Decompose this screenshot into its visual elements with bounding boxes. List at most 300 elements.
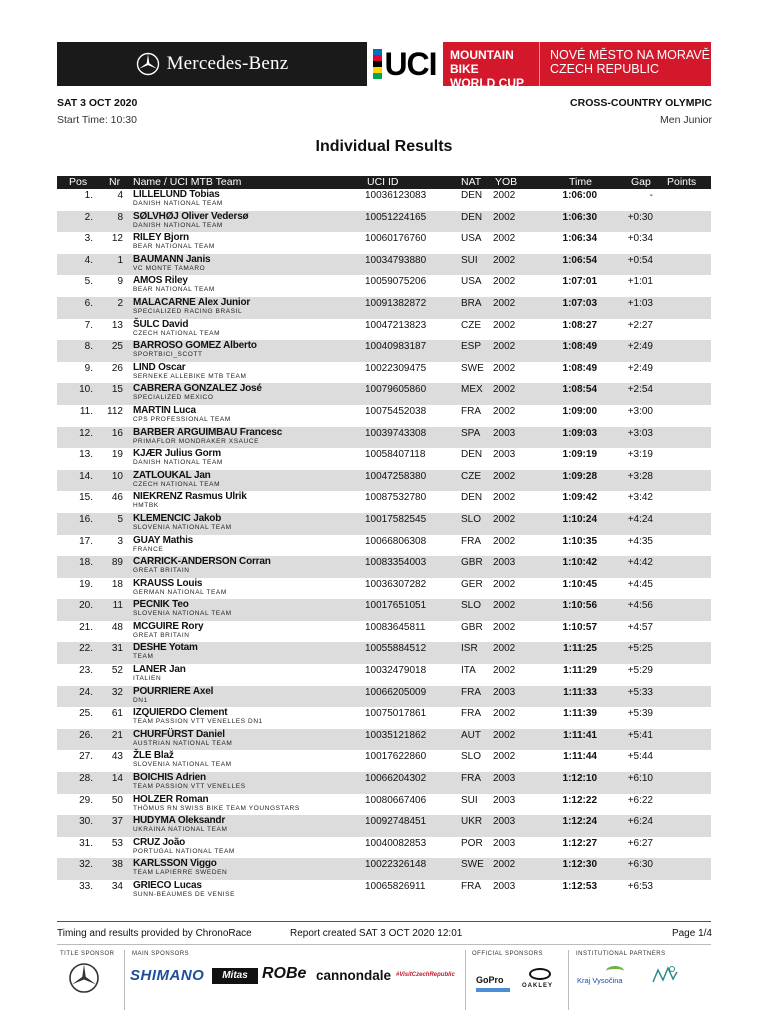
year-of-birth: 2002 — [493, 470, 516, 482]
finish-time: 1:08:49 — [562, 341, 597, 353]
finish-time: 1:10:35 — [562, 535, 597, 547]
time-gap: +4:45 — [627, 578, 653, 590]
rider-name: HUDYMA Oleksandr — [133, 815, 226, 827]
nationality: ITA — [461, 665, 476, 677]
uci-id: 10087532780 — [365, 492, 427, 504]
event-line-2: WORLD CUP — [450, 76, 524, 90]
bib-number: 18 — [111, 578, 123, 590]
time-gap: +4:35 — [627, 535, 653, 547]
rider-team: DN1 — [133, 696, 148, 704]
year-of-birth: 2002 — [493, 535, 516, 547]
nationality: SPA — [461, 427, 481, 439]
time-gap: +2:49 — [627, 362, 653, 374]
time-gap: +2:49 — [627, 341, 653, 353]
timing-provider: Timing and results provided by ChronoRace — [57, 928, 252, 939]
oakley-logo: OAKLEY — [522, 983, 554, 989]
bib-number: 13 — [111, 319, 123, 331]
table-row — [57, 254, 711, 276]
finish-time: 1:06:34 — [562, 233, 597, 245]
uci-logo — [367, 42, 443, 86]
year-of-birth: 2002 — [493, 578, 516, 590]
uci-id: 10040082853 — [365, 837, 427, 849]
rider-name: DESHE Yotam — [133, 642, 198, 654]
nationality: CZE — [461, 470, 481, 482]
year-of-birth: 2002 — [493, 708, 516, 720]
table-row — [57, 427, 711, 449]
footer-divider — [57, 921, 711, 922]
finish-time: 1:09:03 — [562, 427, 597, 439]
table-row — [57, 664, 711, 686]
uci-id: 10066205009 — [365, 686, 427, 698]
year-of-birth: 2002 — [493, 190, 516, 201]
result-position: 2. — [84, 211, 93, 223]
time-gap: +2:27 — [627, 319, 653, 331]
rider-name: LANER Jan — [133, 664, 186, 676]
rider-name: SØLVHØJ Oliver Vedersø — [133, 210, 249, 222]
finish-time: 1:10:24 — [562, 513, 597, 525]
col-header-points: Points — [667, 176, 697, 188]
rider-team: SLOVENIA NATIONAL TEAM — [133, 610, 232, 618]
finish-time: 1:10:45 — [562, 578, 597, 590]
finish-time: 1:10:56 — [562, 600, 597, 612]
rider-team: BEAR NATIONAL TEAM — [133, 286, 215, 294]
year-of-birth: 2003 — [493, 449, 516, 461]
year-of-birth: 2002 — [493, 751, 516, 763]
rider-team: UKRAINA NATIONAL TEAM — [133, 826, 228, 834]
col-header-gap: Gap — [631, 176, 651, 188]
rider-name: LIND Oscar — [133, 361, 186, 373]
uci-wordmark: UCI — [384, 46, 437, 82]
result-position: 24. — [79, 686, 93, 698]
nationality: DEN — [461, 492, 483, 504]
table-row — [57, 642, 711, 664]
mercedes-benz-logo — [57, 42, 367, 86]
time-gap: +5:39 — [627, 708, 653, 720]
finish-time: 1:07:01 — [562, 276, 597, 288]
time-gap: +3:00 — [627, 405, 653, 417]
finish-time: 1:12:27 — [562, 837, 597, 849]
sponsor-separator — [465, 950, 466, 1010]
rider-name: ZATLOUKAL Jan — [133, 469, 211, 481]
nationality: BRA — [461, 297, 482, 309]
mercedes-benz-wordmark: Mercedes-Benz — [166, 53, 289, 74]
year-of-birth: 2002 — [493, 643, 516, 655]
year-of-birth: 2002 — [493, 492, 516, 504]
finish-time: 1:09:28 — [562, 470, 597, 482]
time-gap: +6:30 — [627, 859, 653, 871]
year-of-birth: 2002 — [493, 211, 516, 223]
rider-name: GRIECO Lucas — [133, 880, 202, 891]
rider-name: CRUZ João — [133, 836, 186, 848]
finish-time: 1:09:19 — [562, 449, 597, 461]
rider-team: TEAM PASSION VTT VENELLES DN1 — [133, 718, 263, 726]
rider-team: SLOVENIA NATIONAL TEAM — [133, 523, 232, 531]
year-of-birth: 2003 — [493, 773, 516, 785]
uci-id: 10034793880 — [365, 254, 427, 266]
uci-id: 10032479018 — [365, 665, 427, 677]
time-gap: +6:22 — [627, 794, 653, 806]
year-of-birth: 2002 — [493, 600, 516, 612]
nationality: SUI — [461, 254, 478, 266]
finish-time: 1:12:30 — [562, 859, 597, 871]
year-of-birth: 2003 — [493, 557, 516, 569]
time-gap: +1:01 — [627, 276, 653, 288]
finish-time: 1:12:53 — [562, 881, 597, 892]
venue-line-2: CZECH REPUBLIC — [550, 62, 660, 76]
sponsor-divider — [57, 944, 711, 945]
table-row — [57, 837, 711, 859]
nationality: USA — [461, 276, 482, 288]
institutional-partners-label: INSTITUTIONAL PARTNERS — [576, 951, 666, 957]
rider-team: CZECH NATIONAL TEAM — [133, 329, 221, 337]
table-row — [57, 707, 711, 729]
finish-time: 1:12:22 — [562, 794, 597, 806]
bib-number: 48 — [111, 621, 123, 633]
col-header-pos: Pos — [69, 176, 88, 188]
start-time: Start Time: 10:30 — [57, 114, 137, 126]
result-position: 19. — [79, 578, 93, 590]
nationality: DEN — [461, 449, 483, 461]
result-position: 22. — [79, 643, 93, 655]
table-row — [57, 815, 711, 837]
bib-number: 25 — [111, 341, 123, 353]
time-gap: +3:42 — [627, 492, 653, 504]
table-row — [57, 275, 711, 297]
result-position: 32. — [79, 859, 93, 871]
bib-number: 89 — [111, 557, 123, 569]
rider-team: TEAM LAPIERRE SWEDEN — [133, 869, 228, 877]
time-gap: +5:41 — [627, 729, 653, 741]
bib-number: 9 — [117, 276, 123, 288]
table-row — [57, 232, 711, 254]
rider-name: KLEMENCIC Jakob — [133, 512, 222, 524]
year-of-birth: 2003 — [493, 816, 516, 828]
time-gap: +6:24 — [627, 816, 653, 828]
rider-name: LILLELUND Tobias — [133, 189, 220, 200]
year-of-birth: 2003 — [493, 427, 516, 439]
result-position: 7. — [84, 319, 93, 331]
nationality: DEN — [461, 211, 483, 223]
rider-name: AMOS Riley — [133, 275, 188, 287]
time-gap: +0:30 — [627, 211, 653, 223]
nationality: UKR — [461, 816, 483, 828]
rider-team: DANISH NATIONAL TEAM — [133, 200, 223, 207]
finish-time: 1:11:41 — [563, 729, 597, 741]
time-gap: +0:54 — [627, 254, 653, 266]
time-gap: +5:29 — [627, 665, 653, 677]
finish-time: 1:12:10 — [562, 773, 597, 785]
rider-team: DANISH NATIONAL TEAM — [133, 459, 223, 467]
uci-id: 10022326148 — [365, 859, 427, 871]
year-of-birth: 2002 — [493, 297, 516, 309]
rider-name: BOICHIS Adrien — [133, 772, 206, 784]
result-position: 29. — [79, 794, 93, 806]
time-gap: +4:24 — [627, 513, 653, 525]
finish-time: 1:06:00 — [562, 190, 597, 201]
rider-team: THÖMUS RN SWISS BIKE TEAM YOUNGSTARS — [133, 804, 300, 812]
uci-id: 10059075206 — [365, 276, 427, 288]
report-created: Report created SAT 3 OCT 2020 12:01 — [290, 928, 463, 939]
table-row — [57, 578, 711, 600]
time-gap: +5:33 — [627, 686, 653, 698]
time-gap: - — [649, 190, 653, 201]
world-cup-label — [443, 42, 539, 90]
nationality: FRA — [461, 405, 481, 417]
table-row — [57, 535, 711, 557]
nationality: FRA — [461, 881, 481, 892]
table-row — [57, 621, 711, 643]
rider-team: FRANCE — [133, 545, 164, 553]
sponsor-separator — [568, 950, 569, 1010]
col-header-name: Name / UCI MTB Team — [133, 176, 242, 188]
results-table-header — [57, 176, 711, 189]
col-header-nr: Nr — [109, 176, 121, 188]
bib-number: 37 — [111, 816, 123, 828]
col-header-yob: YOB — [495, 176, 518, 188]
result-position: 11. — [79, 405, 93, 417]
page-title: Individual Results — [315, 138, 453, 155]
title-sponsor-label: TITLE SPONSOR — [60, 951, 115, 957]
kraj-leaf-icon — [606, 966, 624, 976]
rider-name: KRAUSS Louis — [133, 577, 203, 589]
table-row — [57, 211, 711, 233]
result-position: 6. — [84, 297, 93, 309]
result-position: 15. — [79, 492, 93, 504]
table-row — [57, 448, 711, 470]
result-position: 3. — [84, 233, 93, 245]
nationality: USA — [461, 233, 482, 245]
race-date: SAT 3 OCT 2020 — [57, 97, 138, 109]
main-sponsors-label: MAIN SPONSORS — [132, 951, 190, 957]
nationality: SLO — [461, 751, 482, 763]
time-gap: +3:19 — [627, 449, 653, 461]
table-row — [57, 340, 711, 362]
result-position: 28. — [79, 773, 93, 785]
bib-number: 61 — [111, 708, 123, 720]
result-position: 25. — [79, 708, 93, 720]
nationality: GER — [461, 578, 483, 590]
bib-number: 19 — [111, 449, 123, 461]
year-of-birth: 2002 — [493, 405, 516, 417]
result-position: 26. — [79, 729, 93, 741]
rider-team: BEAR NATIONAL TEAM — [133, 243, 215, 251]
uci-id: 10060176760 — [365, 233, 427, 245]
year-of-birth: 2002 — [493, 729, 516, 741]
rider-name: CARRICK-ANDERSON Corran — [133, 556, 271, 568]
bib-number: 12 — [111, 233, 123, 245]
rider-team: SUNN-BEAUMES DE VENISE — [133, 891, 236, 898]
nationality: SWE — [461, 362, 484, 374]
rider-name: PECNIK Teo — [133, 599, 189, 611]
year-of-birth: 2002 — [493, 384, 516, 396]
bib-number: 4 — [117, 190, 123, 201]
nationality: ESP — [461, 341, 482, 353]
table-row — [57, 470, 711, 492]
nationality: POR — [461, 837, 483, 849]
result-position: 13. — [79, 449, 93, 461]
year-of-birth: 2002 — [493, 859, 516, 871]
rider-team: DANISH NATIONAL TEAM — [133, 221, 223, 229]
rider-team: CPS PROFESSIONAL TEAM — [133, 415, 231, 423]
nationality: CZE — [461, 319, 481, 331]
uci-id: 10051224165 — [365, 211, 427, 223]
uci-id: 10091382872 — [365, 297, 427, 309]
nationality: SUI — [461, 794, 478, 806]
table-row — [57, 556, 711, 578]
result-position: 30. — [79, 816, 93, 828]
time-gap: +3:03 — [627, 427, 653, 439]
event-line-1: MOUNTAIN BIKE — [450, 48, 514, 76]
uci-id: 10036123083 — [365, 190, 427, 201]
time-gap: +4:56 — [627, 600, 653, 612]
rider-name: ŽLE Blaž — [133, 750, 174, 762]
bib-number: 43 — [111, 751, 123, 763]
uci-id: 10083354003 — [365, 557, 427, 569]
rider-name: KARLSSON Viggo — [133, 858, 217, 870]
result-position: 1. — [84, 190, 93, 201]
col-header-uci-id: UCI ID — [367, 176, 399, 188]
rider-team: PORTUGAL NATIONAL TEAM — [133, 847, 235, 855]
nationality: ISR — [461, 643, 478, 655]
rider-team: GREAT BRITAIN — [133, 567, 190, 575]
category: Men Junior — [660, 114, 712, 126]
uci-rainbow-stripes-icon — [373, 49, 382, 79]
year-of-birth: 2002 — [493, 276, 516, 288]
table-row — [57, 319, 711, 341]
official-sponsors-label: OFFICIAL SPONSORS — [472, 951, 543, 957]
year-of-birth: 2002 — [493, 254, 516, 266]
rider-name: MCGUIRE Rory — [133, 620, 204, 632]
bib-number: 10 — [111, 470, 123, 482]
nationality: FRA — [461, 686, 481, 698]
table-row — [57, 362, 711, 384]
bib-number: 14 — [111, 773, 123, 785]
nationality: GBR — [461, 621, 483, 633]
result-position: 12. — [79, 427, 93, 439]
uci-id: 10058407118 — [365, 449, 426, 461]
results-table-body — [57, 189, 711, 902]
rider-name: HOLZER Roman — [133, 793, 209, 805]
table-row — [57, 513, 711, 535]
table-row — [57, 189, 711, 211]
table-row — [57, 405, 711, 427]
rider-team: SPECIALIZED RACING BRASIL — [133, 307, 243, 315]
finish-time: 1:11:25 — [563, 643, 597, 655]
rider-name: KJÆR Julius Gorm — [133, 448, 221, 460]
finish-time: 1:12:24 — [562, 816, 597, 828]
year-of-birth: 2002 — [493, 233, 516, 245]
col-header-nat: NAT — [461, 176, 482, 188]
venue-label — [539, 42, 711, 86]
bib-number: 38 — [111, 859, 123, 871]
mercedes-star-icon — [136, 52, 160, 76]
nationality: AUT — [461, 729, 481, 741]
nationality: FRA — [461, 708, 481, 720]
finish-time: 1:09:42 — [562, 492, 597, 504]
result-position: 17. — [79, 535, 93, 547]
rider-name: GUAY Mathis — [133, 534, 194, 546]
rider-name: BARBER ARGUIMBAU Francesc — [133, 426, 283, 438]
table-row — [57, 729, 711, 751]
result-position: 23. — [79, 665, 93, 677]
rider-team: SPORTBICI_SCOTT — [133, 351, 203, 359]
table-row — [57, 491, 711, 513]
uci-id: 10039743308 — [365, 427, 427, 439]
sponsor-separator — [124, 950, 125, 1010]
gopro-logo: GoPro — [476, 975, 504, 985]
uci-id: 10055884512 — [365, 643, 427, 655]
rider-name: ŠULC David — [133, 318, 189, 330]
shimano-logo: SHIMANO — [130, 967, 205, 984]
mitas-logo: Mitas — [212, 968, 258, 984]
result-position: 14. — [79, 470, 93, 482]
rider-team: AUSTRIAN NATIONAL TEAM — [133, 739, 233, 747]
bib-number: 5 — [117, 513, 123, 525]
nationality: FRA — [461, 535, 481, 547]
result-position: 4. — [84, 254, 93, 266]
table-row — [57, 599, 711, 621]
uci-id: 10092748451 — [365, 816, 427, 828]
table-row — [57, 686, 711, 708]
finish-time: 1:08:54 — [562, 384, 597, 396]
bib-number: 112 — [107, 405, 123, 417]
result-position: 31. — [79, 837, 93, 849]
year-of-birth: 2003 — [493, 686, 516, 698]
uci-id: 10079605860 — [365, 384, 427, 396]
page-number: Page 1/4 — [671, 928, 712, 939]
oakley-ellipse-icon — [529, 968, 551, 980]
result-position: 16. — [79, 513, 93, 525]
rider-team: SLOVENIA NATIONAL TEAM — [133, 761, 232, 769]
uci-id: 10080667406 — [365, 794, 427, 806]
finish-time: 1:09:00 — [562, 405, 597, 417]
uci-id: 10017582545 — [365, 513, 427, 525]
time-gap: +1:03 — [627, 297, 653, 309]
result-position: 5. — [84, 276, 93, 288]
finish-time: 1:08:27 — [562, 319, 597, 331]
uci-id: 10065826911 — [365, 881, 426, 892]
bib-number: 31 — [111, 643, 123, 655]
rider-name: CHURFÜRST Daniel — [133, 728, 225, 740]
bib-number: 46 — [111, 492, 123, 504]
nationality: DEN — [461, 190, 483, 201]
header-banner — [57, 42, 711, 90]
finish-time: 1:08:49 — [562, 362, 597, 374]
result-position: 18. — [79, 557, 93, 569]
rider-team: VC MONTE TAMARO — [133, 264, 206, 272]
year-of-birth: 2002 — [493, 341, 516, 353]
uci-id: 10075017861 — [365, 708, 427, 720]
year-of-birth: 2002 — [493, 665, 516, 677]
year-of-birth: 2002 — [493, 362, 516, 374]
robe-logo: ROBe — [262, 965, 307, 982]
uci-id: 10083645811 — [365, 621, 426, 633]
cannondale-logo: cannondale — [316, 968, 392, 983]
bib-number: 50 — [111, 794, 123, 806]
rider-team: GREAT BRITAIN — [133, 631, 190, 639]
table-row — [57, 772, 711, 794]
nationality: SWE — [461, 859, 484, 871]
year-of-birth: 2003 — [493, 837, 516, 849]
time-gap: +6:10 — [627, 773, 653, 785]
uci-id: 10017622860 — [365, 751, 427, 763]
time-gap: +5:25 — [627, 643, 653, 655]
rider-name: BAUMANN Janis — [133, 253, 211, 265]
bib-number: 11 — [112, 600, 123, 612]
time-gap: +6:53 — [627, 881, 653, 892]
bib-number: 8 — [117, 211, 123, 223]
nationality: GBR — [461, 557, 483, 569]
